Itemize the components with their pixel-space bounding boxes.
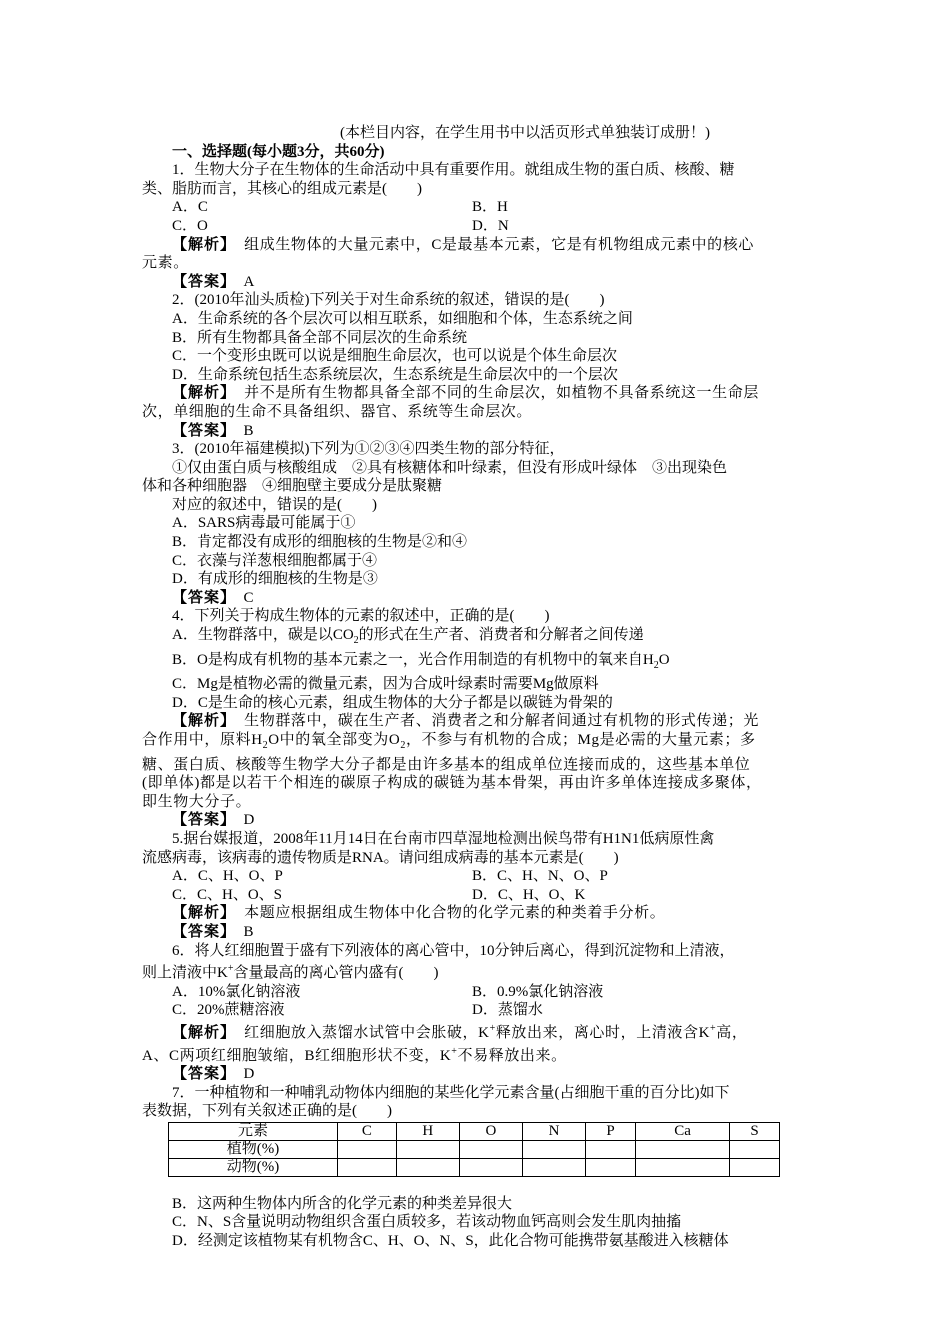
- table-cell: [730, 1158, 780, 1176]
- q3-features-line2: 体和各种细胞器 ④细胞壁主要成分是肽聚糖: [142, 478, 443, 495]
- q6-analysis-line1: 【解析】 红细胞放入蒸馏水试管中会胀破，K+释放出来，离心时，上清液含K+高，: [172, 1022, 748, 1041]
- q1-answer: 【答案】 A: [172, 273, 255, 290]
- answer-label: 【答案】: [172, 589, 229, 606]
- table-cell: [523, 1158, 586, 1176]
- q4-option-c: C．Mg是植物必需的微量元素，因为合成叶绿素时需要Mg做原料: [172, 676, 599, 693]
- analysis-label: 【解析】: [172, 236, 229, 253]
- q1-options-row1: [142, 198, 818, 217]
- element-table: [168, 1122, 780, 1177]
- q4-option-b: B．O是构成有机物的基本元素之一，光合作用制造的有机物中的氧来自$H_2O$: [172, 651, 670, 671]
- table-cell: [635, 1140, 729, 1158]
- table-cell: [338, 1158, 397, 1176]
- table-cell: [396, 1140, 459, 1158]
- q4-answer: 【答案】 D: [172, 812, 255, 829]
- q1-stem-line1: 1．生物大分子在生物体的生命活动中具有重要作用。就组成生物的蛋白质、核酸、糖: [172, 162, 735, 179]
- table-header-cell: Ca: [635, 1122, 729, 1140]
- q6-answer: 【答案】 D: [172, 1066, 255, 1083]
- table-header-cell: P: [586, 1122, 636, 1140]
- q2-analysis-line2: 次，单细胞的生命不具备组织、器官、系统等生命层次。: [142, 403, 533, 420]
- table-cell: [586, 1140, 636, 1158]
- q3-option-a: A．SARS病毒最可能属于①: [172, 515, 356, 532]
- table-row: [169, 1158, 780, 1176]
- table-cell: [523, 1140, 586, 1158]
- q6-stem-line1: 6．将人红细胞置于盛有下列液体的离心管中，10分钟后离心，得到沉淀物和上清液，: [172, 942, 735, 959]
- q4-option-d: D．C是生命的核心元素，组成生物体的大分子都是以碳链为骨架的: [172, 694, 613, 711]
- table-cell: [459, 1158, 522, 1176]
- q3-features-line1: ①仅由蛋白质与核酸组成 ②具有核糖体和叶绿素，但没有形成叶绿体 ③出现染色: [172, 459, 728, 476]
- q5-option-d: D．C、H、O、K: [472, 886, 586, 903]
- q1-option-a: A．C: [172, 199, 208, 216]
- analysis-label: 【解析】: [172, 385, 229, 402]
- q3-option-b: B．肯定都没有成形的细胞核的生物是②和④: [172, 534, 468, 551]
- table-header-row: [169, 1122, 780, 1140]
- answer-label: 【答案】: [172, 923, 229, 940]
- analysis-label: 【解析】: [172, 1024, 229, 1041]
- q1-option-d: D．N: [472, 217, 509, 234]
- q3-answer: 【答案】 C: [172, 589, 254, 606]
- table-header-cell: C: [338, 1122, 397, 1140]
- table-row: [169, 1140, 780, 1158]
- q6-analysis-line2: A、C两项红细胞皱缩，B红细胞形状不变，K+不易释放出来。: [142, 1045, 567, 1064]
- q4-analysis-line3: 糖、蛋白质、核酸等生物学大分子都是由许多基本的组成单位连接而成的，这些基本单位: [142, 756, 751, 773]
- q4-stem: 4．下列关于构成生物体的元素的叙述中，正确的是( ): [172, 608, 550, 625]
- table-header-cell: 元素: [169, 1122, 338, 1140]
- q2-option-a: A．生命系统的各个层次可以相互联系，如细胞和个体，生态系统之间: [172, 310, 633, 327]
- q5-answer: 【答案】 B: [172, 923, 254, 940]
- q7-option-d: D．经测定该植物某有机物含C、H、O、N、S，此化合物可能携带氨基酸进入核糖体: [172, 1233, 729, 1250]
- q6-option-a: A．10%氯化钠溶液: [172, 983, 301, 1000]
- q4-analysis-line1: 【解析】 生物群落中，碳在生产者、消费者之和分解者间通过有机物的形式传递；光: [172, 713, 759, 730]
- q4-option-a: A．生物群落中，碳是以$CO_2$的形式在生产者、消费者和分解者之间传递: [172, 627, 644, 647]
- q5-stem-line1: 5.据台媒报道，2008年11月14日在台南市四草湿地检测出候鸟带有H1N1低病原性禽: [172, 830, 715, 847]
- table-header-cell: S: [730, 1122, 780, 1140]
- q6-option-d: D．蒸馏水: [472, 1002, 543, 1019]
- q6-option-c: C．20%蔗糖溶液: [172, 1002, 285, 1019]
- q5-stem-line2: 流感病毒，该病毒的遗传物质是RNA。请问组成病毒的基本元素是( ): [142, 849, 619, 866]
- row-label: 植物(%): [169, 1140, 338, 1158]
- q1-stem-line2: 类、脂肪而言，其核心的组成元素是( ): [142, 180, 422, 197]
- q5-options-row2: [142, 886, 818, 905]
- q5-option-c: C．C、H、O、S: [172, 886, 283, 903]
- answer-label: 【答案】: [172, 422, 229, 439]
- q5-options-row1: [142, 867, 818, 886]
- q2-answer: 【答案】 B: [172, 422, 254, 439]
- q7-stem-line1: 7．一种植物和一种哺乳动物体内细胞的某些化学元素含量(占细胞干重的百分比)如下: [172, 1084, 730, 1101]
- table-header-cell: H: [396, 1122, 459, 1140]
- table-cell: [338, 1140, 397, 1158]
- q2-analysis-line1: 【解析】 并不是所有生物都具备全部不同的生命层次，如植物不具备系统这一生命层: [172, 385, 759, 402]
- q3-ask: 对应的叙述中，错误的是( ): [172, 496, 377, 513]
- analysis-label: 【解析】: [172, 713, 229, 730]
- q1-option-b: B．H: [472, 199, 508, 216]
- q3-option-c: C．衣藻与洋葱根细胞都属于④: [172, 552, 378, 569]
- q2-option-d: D．生命系统包括生态系统层次，生态系统是生命层次中的一个层次: [172, 366, 618, 383]
- q1-analysis-line2: 元素。: [142, 255, 189, 272]
- q4-analysis-line2: 合作用中，原料$H_2O$中的氧全部变为$O_2$，不参与有机物的合成；Mg是必需的大量元素；多: [142, 732, 756, 751]
- q1-analysis-line1: 【解析】 组成生物体的大量元素中，C是最基本元素，它是有机物组成元素中的核心: [172, 236, 754, 253]
- q6-option-b: B．0.9%氯化钠溶液: [472, 983, 604, 1000]
- analysis-label: 【解析】: [172, 905, 229, 922]
- q6-options-row2: [142, 1001, 818, 1020]
- row-label: 动物(%): [169, 1158, 338, 1176]
- table-cell: [586, 1158, 636, 1176]
- q7-option-c: C．N、S含量说明动物组织含蛋白质较多，若该动物血钙高则会发生肌肉抽搐: [172, 1214, 682, 1231]
- answer-label: 【答案】: [172, 1066, 229, 1083]
- q4-analysis-line5: 即生物大分子。: [142, 793, 252, 810]
- table-header-cell: N: [523, 1122, 586, 1140]
- q7-stem-line2: 表数据，下列有关叙述正确的是( ): [142, 1103, 392, 1120]
- table-cell: [459, 1140, 522, 1158]
- table-header-cell: O: [459, 1122, 522, 1140]
- q1-option-c: C．O: [172, 217, 208, 234]
- q6-options-row1: [142, 983, 818, 1002]
- q2-option-c: C．一个变形虫既可以说是细胞生命层次，也可以说是个体生命层次: [172, 348, 618, 365]
- q7-option-b: B．这两种生物体内所含的化学元素的种类差异很大: [172, 1195, 513, 1212]
- q5-option-b: B．C、H、N、O、P: [472, 868, 608, 885]
- q4-analysis-line4: (即单体)都是以若干个相连的碳原子构成的碳链为基本骨架，再由许多单体连接成多聚体，: [142, 775, 762, 792]
- header-note: (本栏目内容，在学生用书中以活页形式单独装订成册！): [340, 125, 710, 141]
- answer-label: 【答案】: [172, 812, 229, 829]
- table-cell: [730, 1140, 780, 1158]
- q5-analysis: 【解析】 本题应根据组成生物体中化合物的化学元素的种类着手分析。: [172, 905, 666, 922]
- answer-label: 【答案】: [172, 273, 229, 290]
- table-cell: [396, 1158, 459, 1176]
- q2-stem: 2．(2010年汕头质检)下列关于对生命系统的叙述，错误的是( ): [172, 292, 605, 309]
- q1-options-row2: [142, 217, 818, 236]
- section-title: 一、选择题(每小题3分，共60分): [172, 143, 385, 160]
- q5-option-a: A．C、H、O、P: [172, 868, 283, 885]
- table-cell: [635, 1158, 729, 1176]
- q2-option-b: B．所有生物都具备全部不同层次的生命系统: [172, 329, 468, 346]
- q3-option-d: D．有成形的细胞核的生物是③: [172, 571, 378, 588]
- q3-stem: 3．(2010年福建模拟)下列为①②③④四类生物的部分特征，: [172, 441, 565, 458]
- document-page: [142, 124, 818, 1251]
- q6-stem-line2: 则上清液中K+含量最高的离心管内盛有( ): [142, 963, 439, 982]
